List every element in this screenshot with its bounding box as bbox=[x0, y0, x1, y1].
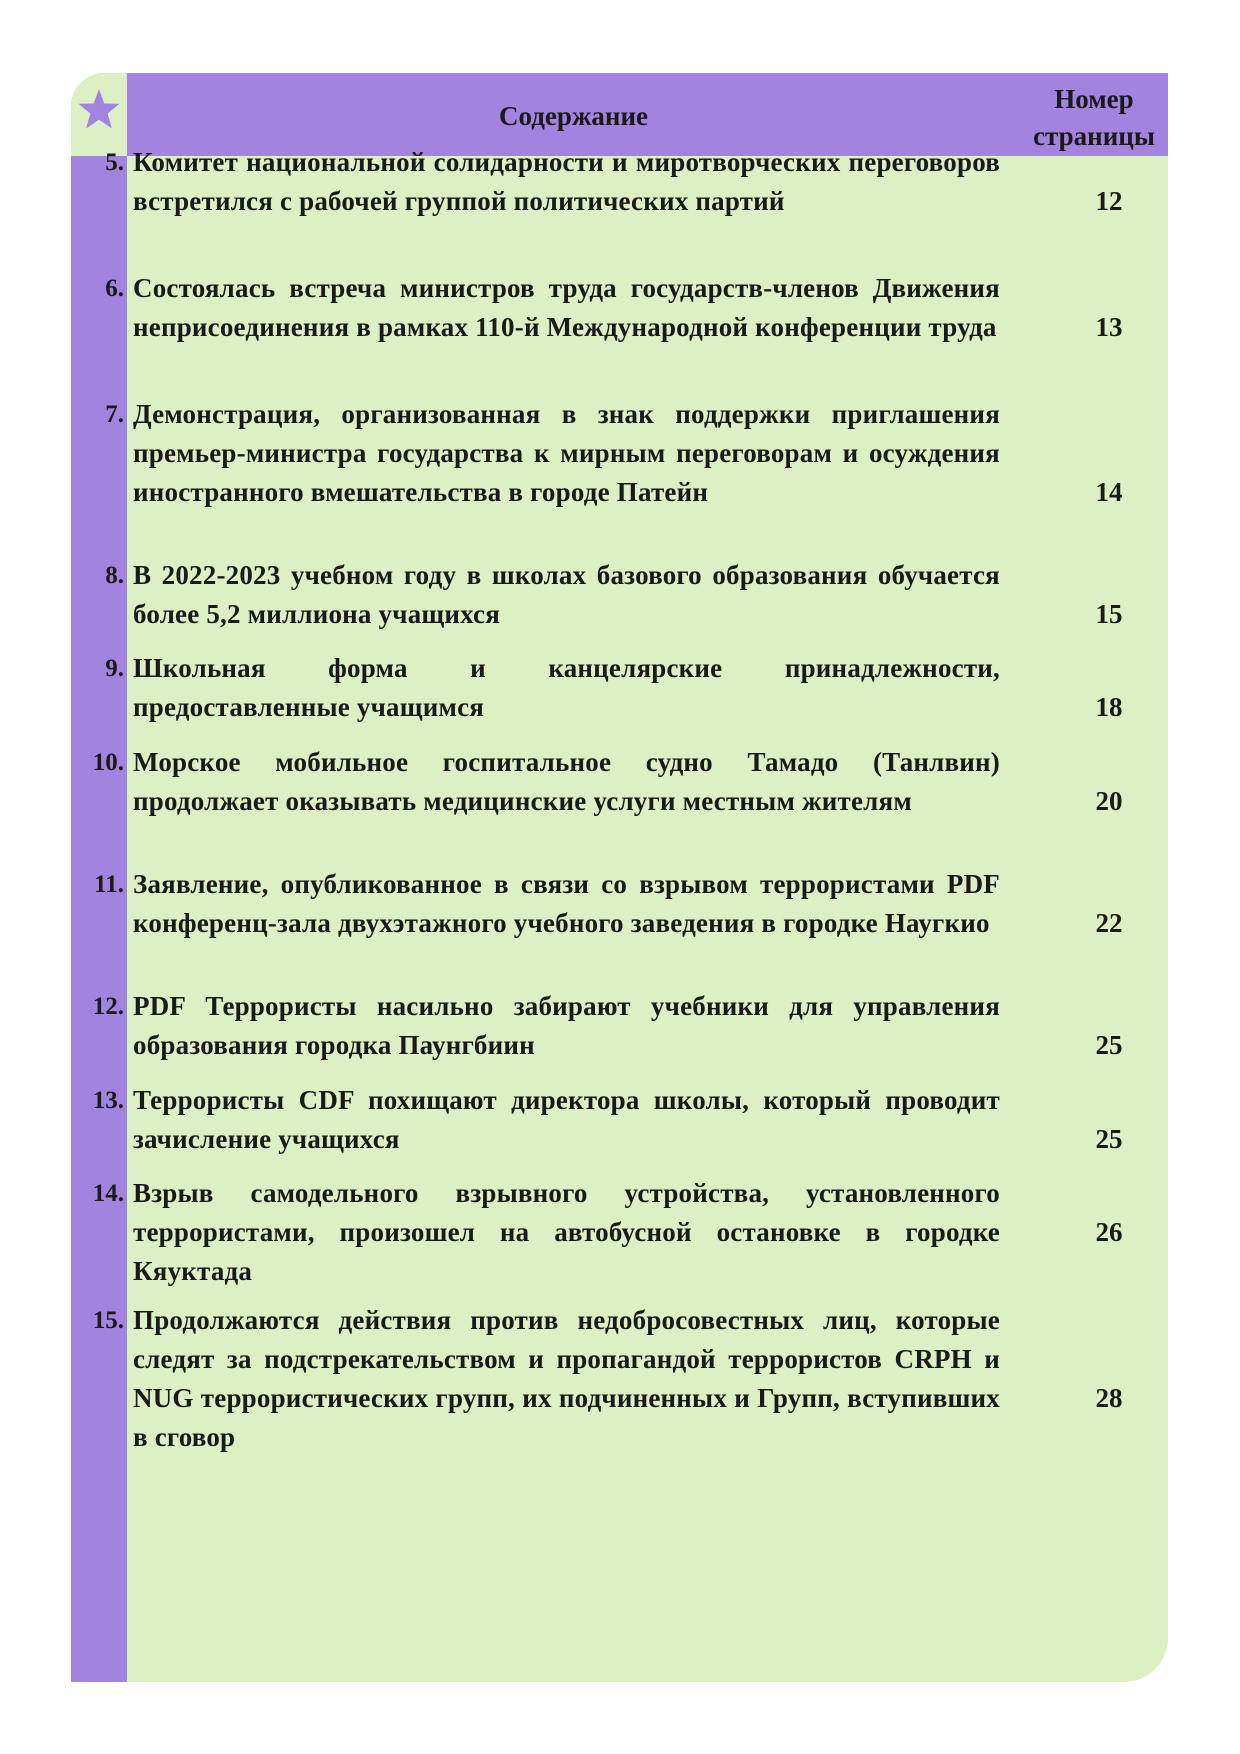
page-number-heading bbox=[1020, 73, 1168, 156]
item-page: 13 bbox=[1095, 312, 1123, 342]
item-title: Состоялась встреча министров труда государств-членов Движения неприсоединения в рамках 110-й Международной конференции труда bbox=[133, 273, 1000, 342]
item-number: 14. bbox=[92, 1180, 124, 1207]
item-title: Демонстрация, организованная в знак поддержки приглашения премьер-министра государства к мирным переговорам и осуждения иностранного вмешательства в городе Патейн bbox=[133, 399, 1000, 507]
contents-heading: Содержание bbox=[498, 101, 649, 131]
item-title: Взрыв самодельного взрывного устройства, установленного террористами, произошел на автобусной остановке в городке Кяуктада bbox=[133, 1178, 1000, 1286]
table-of-contents bbox=[71, 73, 1168, 1682]
item-page: 15 bbox=[1095, 599, 1123, 629]
item-page: 20 bbox=[1095, 786, 1123, 816]
item-number: 15. bbox=[92, 1307, 124, 1334]
star-icon bbox=[77, 87, 121, 131]
item-title: Продолжаются действия против недобросовестных лиц, которые следят за подстрекательством и пропагандой террористов CRPH и NUG террористических групп, их подчиненных и Групп, вступивших в сговор bbox=[133, 1305, 1000, 1452]
page-heading-line1: Номер bbox=[1054, 83, 1134, 114]
item-title: PDF Террористы насильно забирают учебники для управления образования городка Паунгбиин bbox=[133, 991, 1000, 1060]
item-title: Комитет национальной солидарности и миротворческих переговоров встретился с рабочей группой политических партий bbox=[133, 147, 1000, 216]
item-page: 12 bbox=[1095, 186, 1123, 216]
item-number: 10. bbox=[92, 749, 124, 776]
item-number: 6. bbox=[105, 275, 124, 302]
item-title: Школьная форма и канцелярские принадлежности, предоставленные учащимся bbox=[133, 653, 1000, 722]
item-page: 14 bbox=[1095, 477, 1123, 507]
item-title: В 2022-2023 учебном году в школах базового образования обучается более 5,2 миллиона учащихся bbox=[133, 560, 1000, 629]
item-number: 13. bbox=[92, 1087, 124, 1114]
item-number: 5. bbox=[105, 149, 124, 176]
item-number: 11. bbox=[94, 871, 124, 898]
item-number: 7. bbox=[105, 401, 124, 428]
item-title: Террористы CDF похищают директора школы, который проводит зачисление учащихся bbox=[133, 1085, 1000, 1154]
item-page: 26 bbox=[1095, 1217, 1123, 1247]
item-page: 18 bbox=[1095, 692, 1123, 722]
item-number: 12. bbox=[92, 993, 124, 1020]
item-page: 28 bbox=[1095, 1383, 1123, 1413]
item-number: 8. bbox=[105, 562, 124, 589]
item-number: 9. bbox=[105, 655, 124, 682]
item-page: 25 bbox=[1095, 1030, 1123, 1060]
item-page: 25 bbox=[1095, 1124, 1123, 1154]
item-page: 22 bbox=[1095, 908, 1123, 938]
page-heading-line2: страницы bbox=[1033, 120, 1155, 151]
item-title: Морское мобильное госпитальное судно Тамадо (Танлвин) продолжает оказывать медицинские услуги местным жителям bbox=[133, 747, 1000, 816]
item-title: Заявление, опубликованное в связи со взрывом террористами PDF конференц-зала двухэтажного учебного заведения в городке Наугкио bbox=[133, 869, 1000, 938]
